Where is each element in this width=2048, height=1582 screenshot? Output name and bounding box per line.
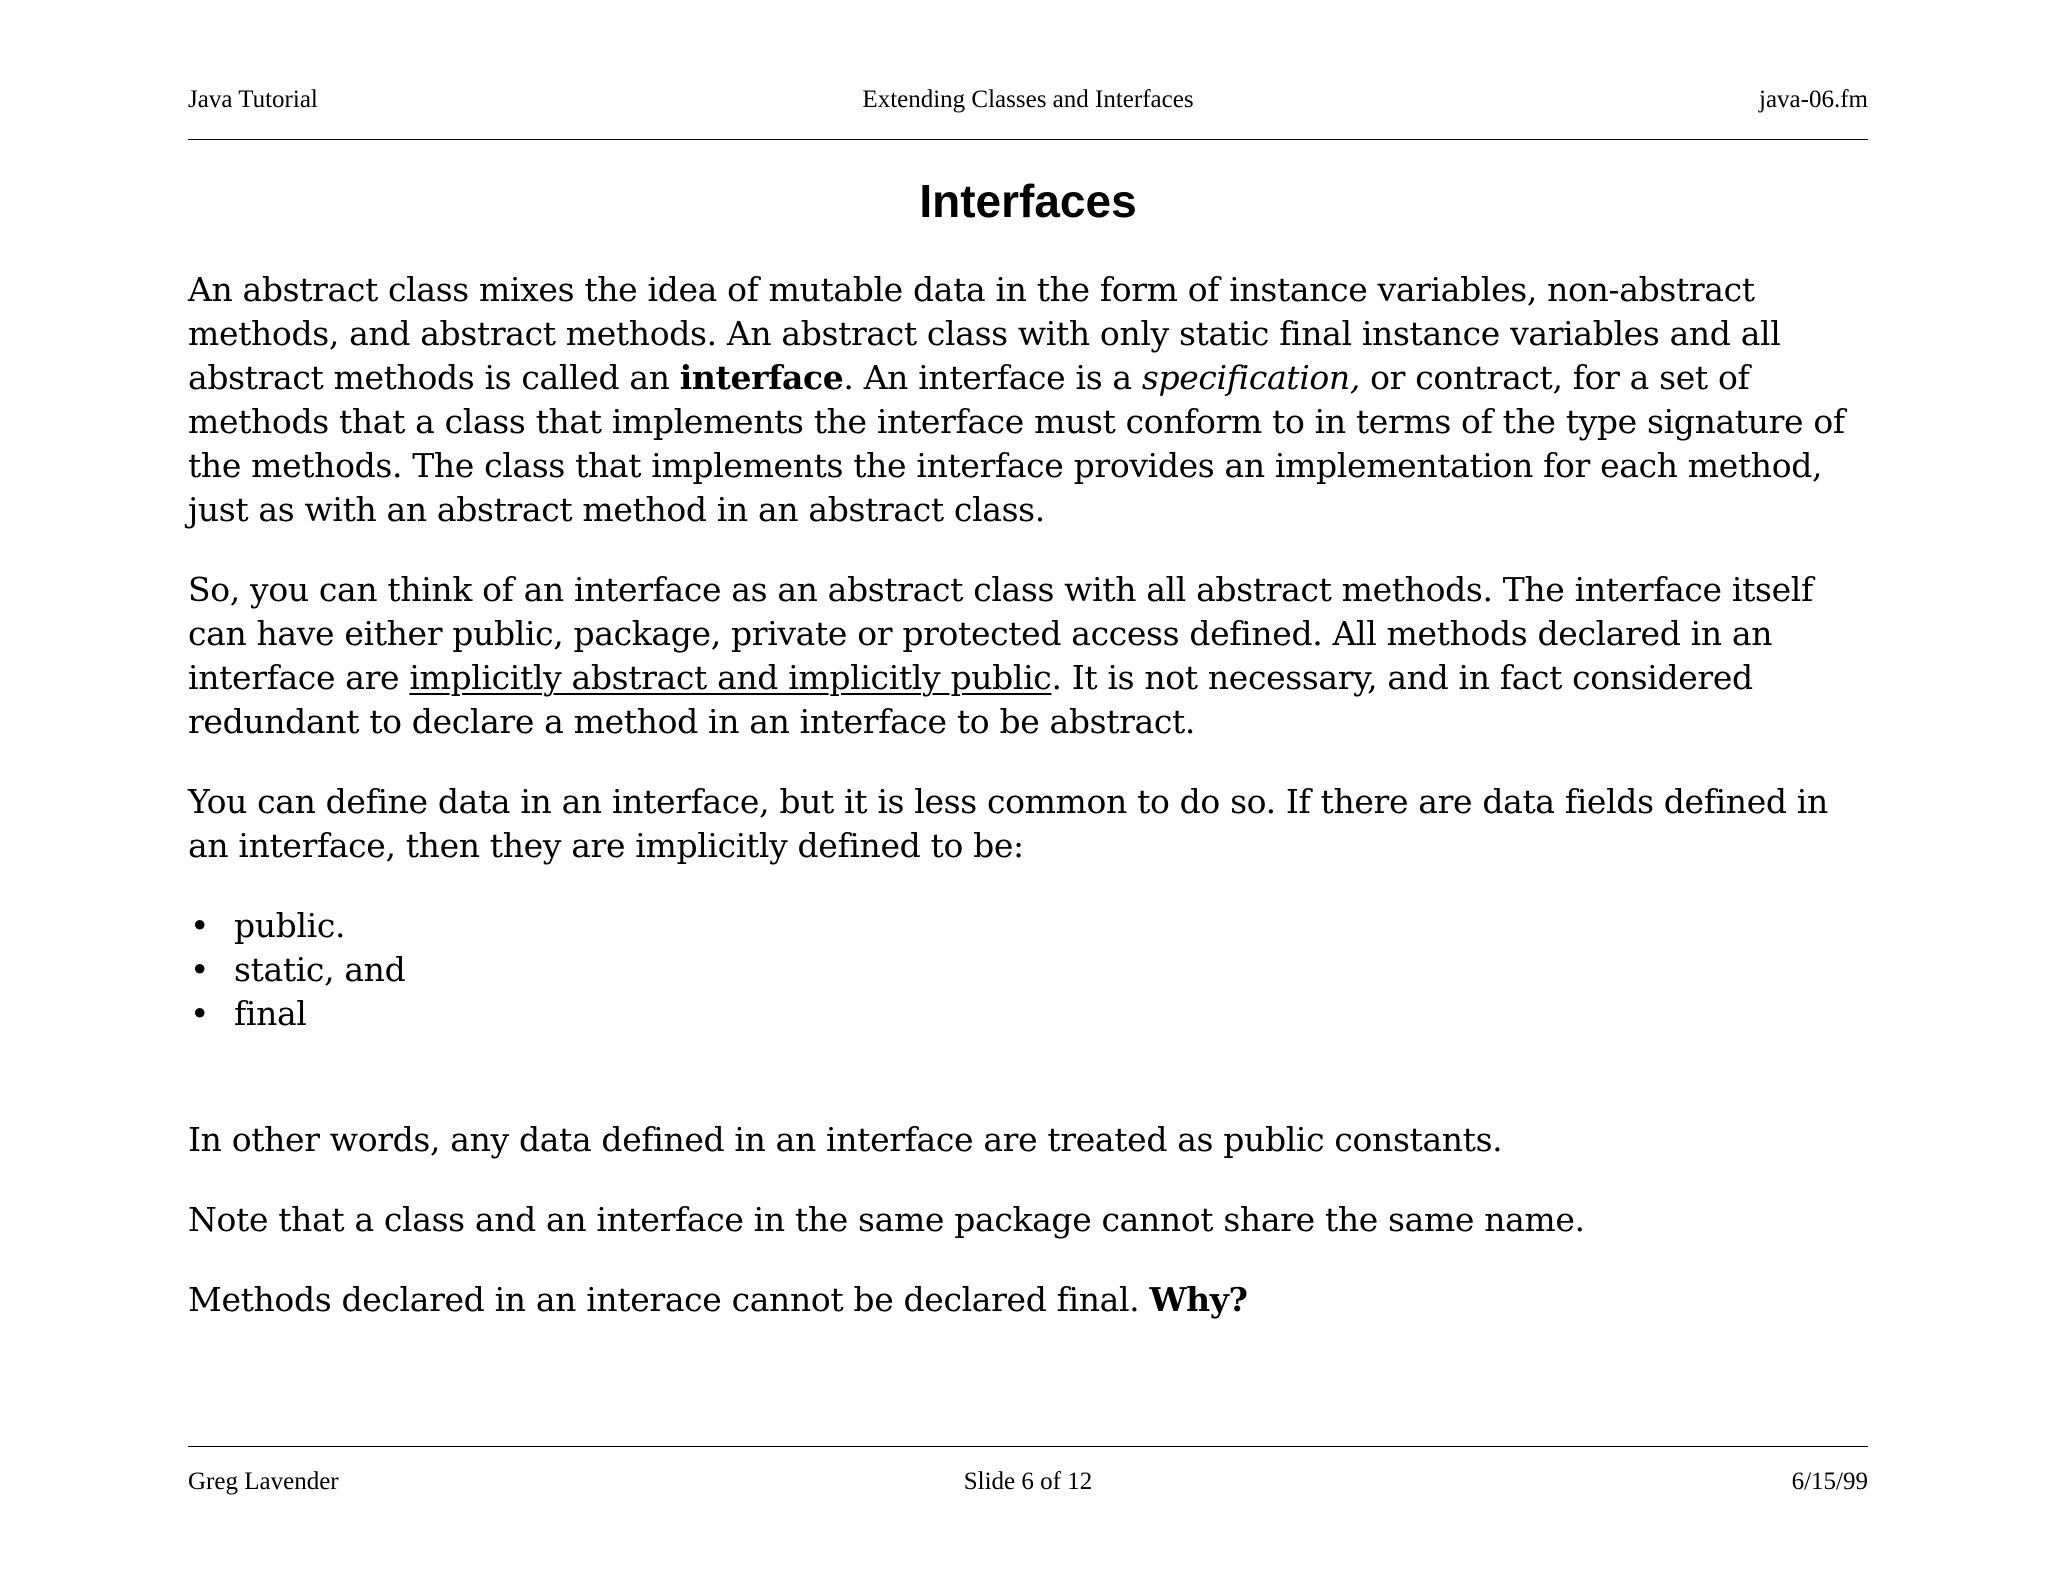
paragraph-2-text-b: . It is not necessary, and in fact considered redundant to declare a method in an interface to be abstract. [188, 658, 1753, 741]
bullet-icon: • [190, 994, 210, 1033]
paragraph-1-italic-term: specification, [1141, 358, 1360, 397]
paragraph-4: In other words, any data defined in an interface are treated as public constants. [188, 1120, 1503, 1159]
header-center: Extending Classes and Interfaces [862, 86, 1194, 113]
paragraph-6 [188, 1278, 1868, 1322]
list-item [188, 948, 1868, 992]
paragraph-2 [188, 568, 1868, 744]
list-item-text: static, and [234, 950, 406, 989]
list-item [188, 992, 1868, 1036]
footer-left: Greg Lavender [188, 1468, 339, 1495]
paragraph-1-text-a: An abstract class mixes the idea of mutable data in the form of instance variables, non-abstract methods, and abstract methods. An abstract class with only static final instance variables and all abstract methods is called an [188, 270, 1781, 397]
header-divider [188, 139, 1868, 140]
page-footer [188, 1468, 1868, 1508]
list-item [188, 904, 1868, 948]
paragraph-1-text-c: or contract, for a set of methods that a class that implements the interface must conform to in terms of the type signature of the methods. The class that implements the interface provides an implementation for each method, just as with an abstract method in an abstract class. [188, 358, 1845, 529]
paragraph-1-bold-term: interface [679, 358, 844, 397]
slide-body [188, 268, 1868, 1358]
paragraph-3: You can define data in an interface, but it is less common to do so. If there are data fields defined in an interface, then they are implicitly defined to be: [188, 782, 1828, 865]
paragraph-2-underlined-phrase: implicitly abstract and implicitly public [409, 658, 1052, 697]
bullet-list [188, 904, 1868, 1036]
header-left: Java Tutorial [188, 86, 318, 113]
list-item-text: final [234, 994, 307, 1033]
footer-center: Slide 6 of 12 [963, 1468, 1093, 1495]
paragraph-5: Note that a class and an interface in the same package cannot share the same name. [188, 1200, 1585, 1239]
paragraph-1-text-b: . An interface is a [843, 358, 1142, 397]
paragraph-6-text: Methods declared in an interace cannot be declared final. [188, 1280, 1150, 1319]
bullet-icon: • [190, 950, 210, 989]
page-title: Interfaces [919, 175, 1137, 227]
footer-divider [188, 1446, 1868, 1447]
bullet-icon: • [190, 906, 210, 945]
paragraph-6-bold-question: Why? [1149, 1280, 1248, 1319]
footer-right: 6/15/99 [1791, 1468, 1868, 1495]
header-right: java-06.fm [1759, 86, 1868, 113]
paragraph-1 [188, 268, 1868, 532]
list-item-text: public. [234, 906, 346, 945]
page-header [188, 86, 1868, 126]
paragraph-2-text-a: So, you can think of an interface as an abstract class with all abstract methods. The interface itself can have either public, package, private or protected access defined. All methods declared in an interface are [188, 570, 1813, 697]
